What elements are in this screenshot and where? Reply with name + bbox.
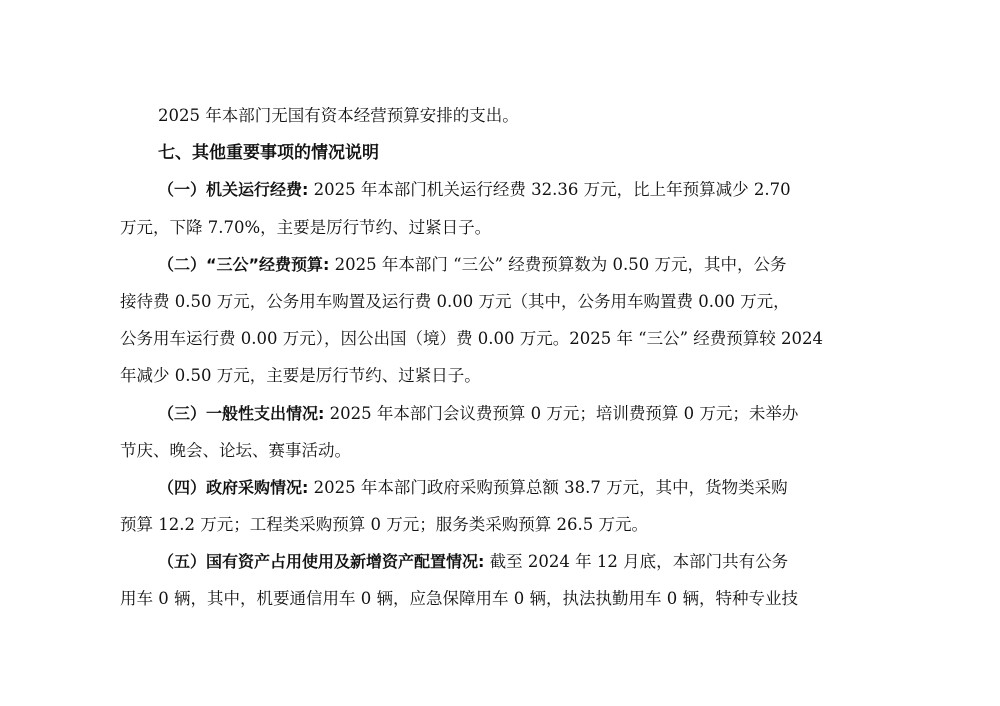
paragraph-text: 节庆、晚会、论坛、赛事活动。 (120, 440, 351, 460)
paragraph-three-public-expenses (120, 246, 882, 283)
paragraph-text: 公务用车运行费 0.00 万元），因公出国（境）费 0.00 万元。2025 年 “三公” 经费预算较 2024 (120, 329, 824, 349)
paragraph-text: 万元，下降 7.70%，主要是厉行节约、过紧日子。 (120, 217, 492, 237)
paragraph-text: 预算 12.2 万元；工程类采购预算 0 万元；服务类采购预算 26.5 万元。 (120, 515, 648, 535)
paragraph-text: 2025 年本部门机关运行经费 32.36 万元，比上年预算减少 2.70 (308, 180, 791, 200)
paragraph-continuation (120, 209, 882, 246)
item-label: （二）“三公”经费预算: (158, 254, 330, 274)
section-heading-text: 七、其他重要事项的情况说明 (158, 143, 379, 164)
paragraph-text: 年减少 0.50 万元，主要是厉行节约、过紧日子。 (120, 366, 481, 386)
paragraph-continuation (120, 357, 882, 394)
paragraph-text: 用车 0 辆，其中，机要通信用车 0 辆，应急保障用车 0 辆，执法执勤用车 0 辆，特种专业技 (120, 589, 798, 609)
paragraph-text: 2025 年本部门无国有资本经营预算安排的支出。 (158, 106, 519, 125)
paragraph-text: 接待费 0.50 万元，公务用车购置及运行费 0.00 万元（其中，公务用车购置费 0.00 万元， (120, 291, 790, 311)
paragraph-government-procurement (120, 469, 882, 506)
paragraph-text: 2025 年本部门 “三公” 经费预算数为 0.50 万元，其中，公务 (329, 254, 787, 274)
paragraph-state-capital-budget (120, 97, 882, 134)
paragraph-continuation (120, 506, 882, 543)
section-heading (120, 134, 882, 171)
paragraph-continuation (120, 580, 882, 617)
document-body (120, 97, 882, 618)
paragraph-text: 2025 年本部门政府采购预算总额 38.7 万元，其中，货物类采购 (308, 477, 788, 497)
paragraph-operating-expenses (120, 171, 882, 208)
item-label: （五）国有资产占用使用及新增资产配置情况: (158, 552, 485, 572)
paragraph-general-expenditure (120, 395, 882, 432)
item-label: （一）机关运行经费: (158, 180, 309, 200)
paragraph-continuation (120, 320, 882, 357)
item-label: （三）一般性支出情况: (158, 403, 325, 423)
paragraph-continuation (120, 283, 882, 320)
paragraph-text: 截至 2024 年 12 月底，本部门共有公务 (484, 552, 789, 572)
paragraph-text: 2025 年本部门会议费预算 0 万元；培训费预算 0 万元；未举办 (324, 403, 799, 423)
item-label: （四）政府采购情况: (158, 477, 309, 497)
paragraph-continuation (120, 432, 882, 469)
paragraph-state-assets (120, 543, 882, 580)
